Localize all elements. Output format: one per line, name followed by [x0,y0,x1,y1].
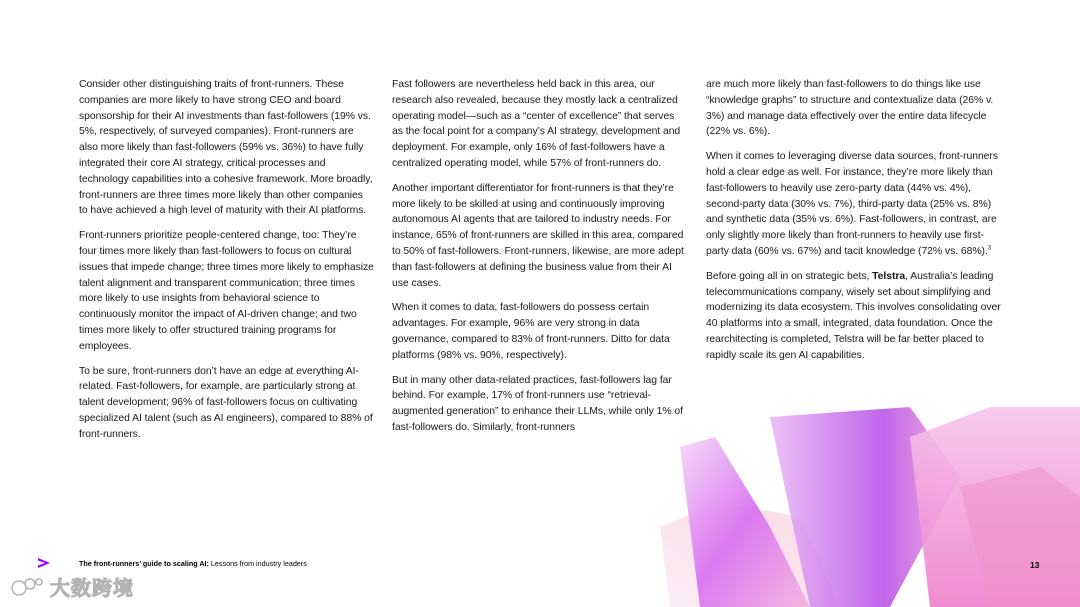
footer-title: The front-runners’ guide to scaling AI: [79,559,209,568]
paragraph-text: When it comes to leveraging diverse data sources, front-runners hold a clear edge as well. For instance, they’re more likely than fast-followers to heavily use zero-party data (44% vs. 4%), second-party data (30% vs. 7%), third-party data (25% vs. 8%) and synthetic data (35% vs. 6%). Fast-followers, in contrast, are only slightly more likely than front-runners to heavily use first-party data (60% vs. 67%) and tacit knowledge (72% vs. 68%). [706,151,998,257]
accenture-logo-icon [37,557,51,571]
paragraph: Consider other distinguishing traits of front-runners. These companies are more likely to have strong CEO and board sponsorship for their AI investments than fast-followers (19% vs. 5%, respectively, of surveyed companies). Front-runners are also more likely than fast-followers (59% vs. 36%) to have fully integrated their core AI strategy, critical processes and technology capabilities into a cohesive framework. More broadly, front-runners are three times more likely than other companies to have achieved a high level of maturity with their AI platforms. [79,79,373,217]
paragraph: But in many other data-related practices, fast-followers lag far behind. For example, 17% of front-runners use “retrieval-augmented generation” to enhance their LLMs, while only 1% of fast-followers do. Similarly, front-runners [392,374,683,433]
paragraph: Fast followers are nevertheless held back in this area, our research also revealed, because they mostly lack a centralized operating model—such as a “center of excellence” that serves as the focal point for a company’s AI strategy, development and deployment. For example, only 16% of fast-followers have a centralized operating model, while 57% of front-runners do. [392,79,681,169]
paragraph: To be sure, front-runners don’t have an edge at everything AI-related. Fast-followers, for example, are particularly strong at talent development; 96% of fast-followers focus on cultivating specialized AI talent (such as AI engineers), compared to 88% of front-runners. [79,365,373,440]
paragraph: When it comes to data, fast-followers do possess certain advantages. For example, 96% are very strong in data governance, compared to 83% of front-runners. Ditto for data platforms (98% vs. 90%, respectively). [392,302,670,361]
text-column-3 [706,77,1001,373]
paragraph [706,269,1001,364]
watermark-logo-icon [10,574,46,600]
paragraph-text: Before going all in on strategic bets, [706,270,873,282]
company-name: Telstra [872,270,906,282]
page-number: 13 [1030,560,1040,570]
text-column-1 [79,77,374,452]
footnote-marker: 3 [987,245,992,252]
text-column-2 [392,77,687,445]
paragraph [706,149,1001,260]
paragraph: are much more likely than fast-followers to do things like use “knowledge graphs” to structure and contextualize data (26% v. 3%) and manage data effectively over the entire data lifecycle (22% vs. 6%). [706,79,994,138]
decorative-gradient-shapes [660,407,1080,607]
paragraph: Another important differentiator for front-runners is that they’re more likely to be skilled at using and continuously improving autonomous AI agents that are tailored to industry needs. For instance, 65% of front-runners are skilled in this area, compared to 50% of fast-followers. Front-runners, likewise, are more adept than fast-followers at defining the business value from their AI use cases. [392,182,684,289]
watermark [10,572,134,601]
footer [79,559,307,568]
footer-subtitle: Lessons from industry leaders [208,559,307,568]
paragraph-text: , Australia’s leading telecommunications company, wisely set about simplifying and modernizing its data ecosystem. This involves consolidating over 40 platforms into a small, integrated, data foundation. Once the rearchitecting is completed, Telstra will be far better placed to rapidly scale its gen AI capabilities. [706,270,1001,361]
watermark-text: 大数跨境 [50,578,134,600]
paragraph: Front-runners prioritize people-centered change, too: They’re four times more likely than fast-followers to focus on cultural issues that impede change; three times more likely to emphasize talent alignment and transparent communication; three times more likely to use insights from behavioral science to continuously monitor the impact of AI-driven change; and two times more likely to offer structured training programs for employees. [79,230,374,352]
